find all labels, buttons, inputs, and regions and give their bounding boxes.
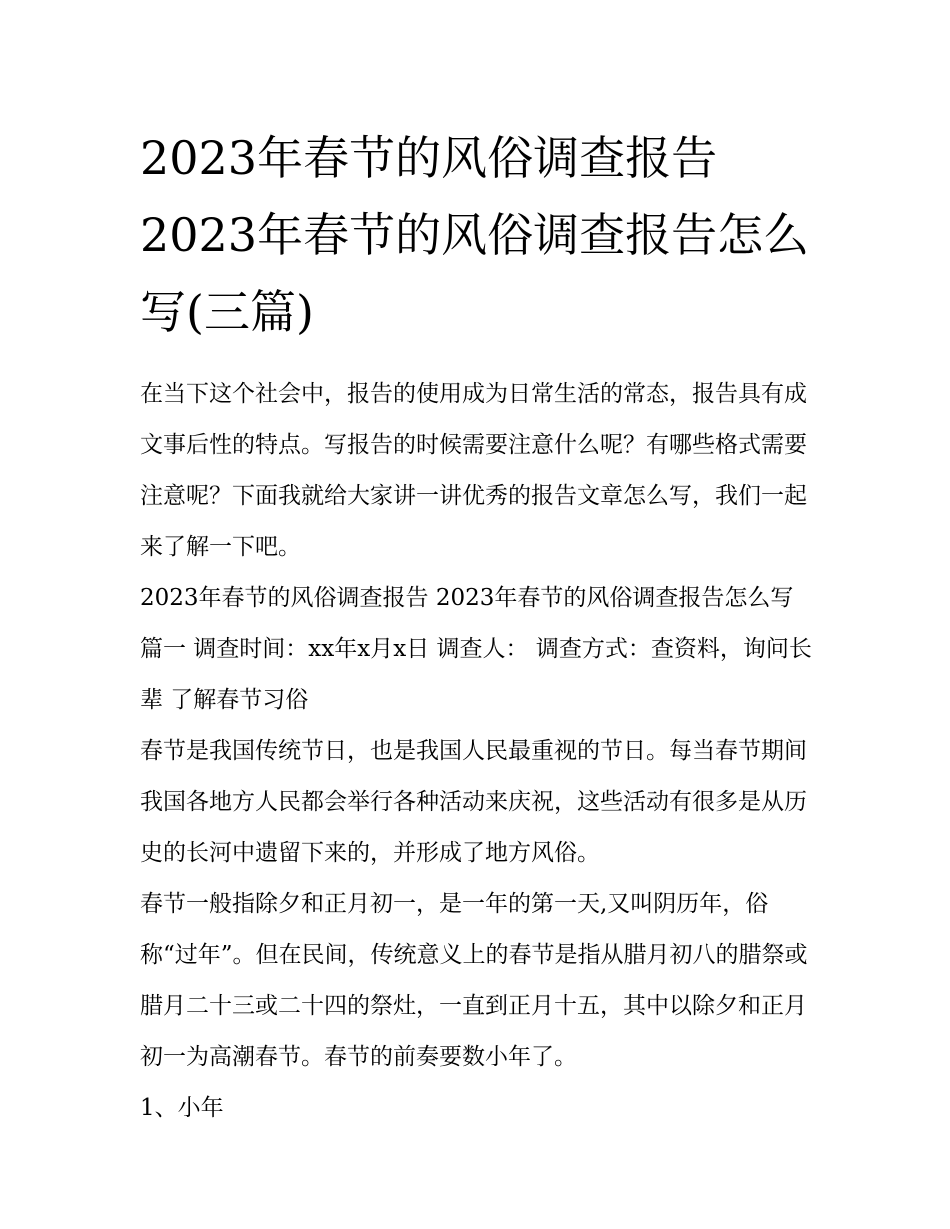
spring-festival-definition-paragraph: 春节一般指除夕和正月初一，是一年的第一天,又叫阴历年，俗称“过年”。但在民间，传统意义上的春节是指从腊月初八的腊祭或腊月二十三或二十四的祭灶，一直到正月十五，其中以除夕和正月初一为高潮春节。春节的前奏要数小年了。	[140, 891, 808, 1070]
survey-info-paragraph: 2023年春节的风俗调查报告 2023年春节的风俗调查报告怎么写篇一 调查时间：xx年x月x日 调查人： 调查方式：查资料，询问长辈 了解春节习俗	[140, 585, 812, 713]
title-line-1: 2023年春节的风俗调查报告	[140, 131, 718, 185]
spring-festival-paragraph: 春节是我国传统节日，也是我国人民最重视的节日。每当春节期间我国各地方人民都会举行各种活动来庆祝，这些活动有很多是从历史的长河中遗留下来的，并形成了地方风俗。	[140, 738, 807, 866]
intro-paragraph: 在当下这个社会中，报告的使用成为日常生活的常态，报告具有成文事后性的特点。写报告的时候需要注意什么呢？有哪些格式需要注意呢？下面我就给大家讲一讲优秀的报告文章怎么写，我们一起来了解一下吧。	[140, 381, 807, 560]
title-line-2: 2023年春节的风俗调查报告怎么写(三篇)	[140, 208, 810, 339]
document-title	[140, 120, 820, 351]
section-heading-xiaonian: 1、小年	[140, 1095, 224, 1121]
